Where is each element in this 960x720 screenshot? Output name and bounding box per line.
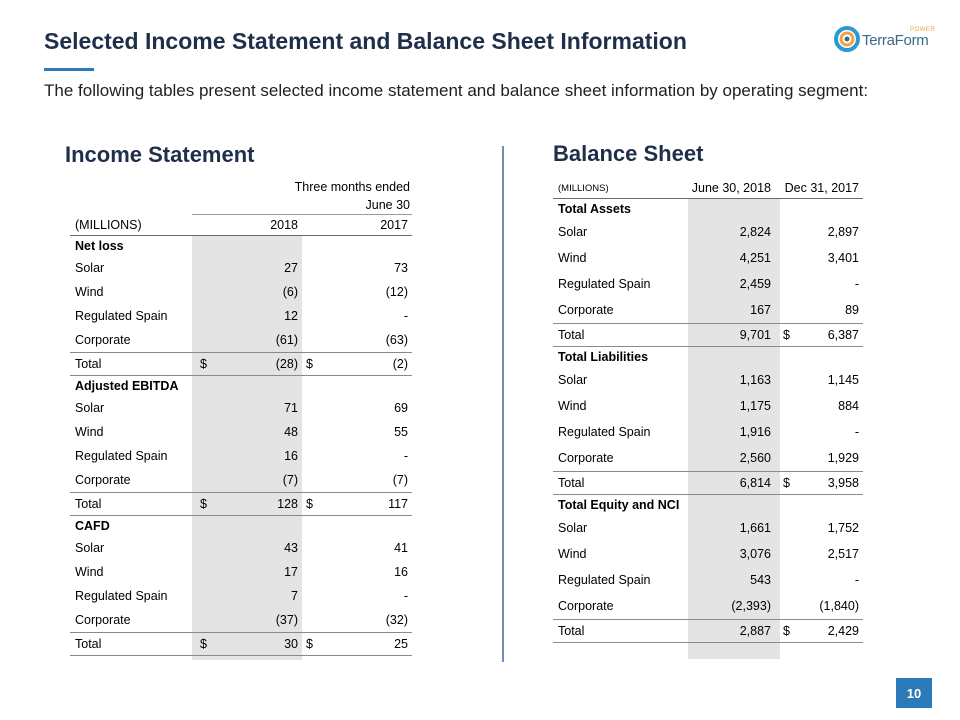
table-row xyxy=(70,584,412,608)
value-dec-2017: 884 xyxy=(838,399,859,413)
table-row xyxy=(553,593,863,619)
total-dec-2017: 6,387 xyxy=(827,328,859,342)
total-2018: (28) xyxy=(275,357,298,371)
logo-swirl-icon xyxy=(834,26,860,52)
row-label: Regulated Spain xyxy=(75,589,168,603)
value-dec-2017: 2,517 xyxy=(827,547,859,561)
col-2018-header: 2018 xyxy=(270,218,298,232)
value-2018: 43 xyxy=(284,541,298,555)
table-row xyxy=(70,536,412,560)
dollar-sign: $ xyxy=(200,357,207,371)
row-label: Regulated Spain xyxy=(558,573,651,587)
value-dec-2017: (1,840) xyxy=(819,599,859,613)
value-dec-2017: - xyxy=(854,277,859,291)
total-label: Total xyxy=(75,637,102,651)
group-name: Total Equity and NCI xyxy=(558,498,680,512)
row-label: Corporate xyxy=(558,303,614,317)
value-2018: 7 xyxy=(291,589,298,603)
total-2017: 25 xyxy=(394,637,408,651)
period-subheader-label: June 30 xyxy=(365,198,410,212)
dollar-sign: $ xyxy=(306,497,313,511)
table-row xyxy=(553,419,863,445)
value-june-2018: 1,661 xyxy=(739,521,771,535)
value-2017: - xyxy=(403,449,408,463)
value-june-2018: 1,163 xyxy=(739,373,771,387)
value-june-2018: 2,560 xyxy=(739,451,771,465)
value-june-2018: 2,824 xyxy=(739,225,771,239)
row-label: Regulated Spain xyxy=(75,449,168,463)
value-dec-2017: 1,929 xyxy=(827,451,859,465)
group-header-row xyxy=(70,516,412,536)
table-row xyxy=(553,541,863,567)
row-label: Regulated Spain xyxy=(558,425,651,439)
page-subtitle: The following tables present selected income statement and balance sheet information by operating segment: xyxy=(44,81,869,100)
value-2017: (12) xyxy=(385,285,408,299)
table-row xyxy=(553,271,863,297)
total-row xyxy=(70,493,412,515)
total-row xyxy=(70,353,412,375)
table-row xyxy=(70,608,412,632)
table-row xyxy=(70,328,412,352)
row-label: Wind xyxy=(558,399,587,413)
row-label: Corporate xyxy=(75,333,131,347)
row-label: Solar xyxy=(558,225,588,239)
value-2018: 27 xyxy=(284,261,298,275)
value-2018: 71 xyxy=(284,401,298,415)
group-header-row xyxy=(553,347,863,367)
value-dec-2017: - xyxy=(854,425,859,439)
row-label: Regulated Spain xyxy=(558,277,651,291)
value-2018: (6) xyxy=(282,285,298,299)
row-label: Wind xyxy=(558,251,587,265)
total-june-2018: 6,814 xyxy=(739,476,771,490)
table-row xyxy=(553,567,863,593)
table-row xyxy=(553,219,863,245)
row-label: Solar xyxy=(75,541,105,555)
dollar-sign: $ xyxy=(306,637,313,651)
row-label: Solar xyxy=(558,373,588,387)
dollar-sign: $ xyxy=(783,624,790,638)
total-dec-2017: 3,958 xyxy=(827,476,859,490)
row-label: Regulated Spain xyxy=(75,309,168,323)
total-june-2018: 2,887 xyxy=(739,624,771,638)
table-row xyxy=(70,396,412,420)
group-name: Total Liabilities xyxy=(558,350,649,364)
row-label: Solar xyxy=(558,521,588,535)
table-row xyxy=(70,280,412,304)
column-header-row xyxy=(553,178,863,198)
dollar-sign: $ xyxy=(306,357,313,371)
value-2017: (32) xyxy=(385,613,408,627)
table-row xyxy=(70,420,412,444)
col-2017-header: 2017 xyxy=(380,218,408,232)
value-2017: (63) xyxy=(385,333,408,347)
value-2017: (7) xyxy=(392,473,408,487)
value-dec-2017: 89 xyxy=(845,303,859,317)
value-june-2018: 3,076 xyxy=(739,547,771,561)
total-row xyxy=(70,633,412,655)
row-label: Solar xyxy=(75,401,105,415)
table-row xyxy=(553,515,863,541)
table-row xyxy=(70,468,412,492)
value-june-2018: 1,175 xyxy=(739,399,771,413)
value-dec-2017: - xyxy=(854,573,859,587)
value-2017: 73 xyxy=(394,261,408,275)
total-row xyxy=(553,324,863,346)
dollar-sign: $ xyxy=(783,476,790,490)
value-dec-2017: 1,145 xyxy=(827,373,859,387)
total-2017: 117 xyxy=(388,497,408,511)
value-june-2018: 167 xyxy=(750,303,771,317)
table-row xyxy=(70,444,412,468)
total-dec-2017: 2,429 xyxy=(827,624,859,638)
value-june-2018: (2,393) xyxy=(731,599,771,613)
value-dec-2017: 2,897 xyxy=(827,225,859,239)
value-2018: 12 xyxy=(284,309,298,323)
value-2017: 16 xyxy=(394,565,408,579)
value-dec-2017: 1,752 xyxy=(827,521,859,535)
section-divider xyxy=(502,146,504,662)
period-subheader-row xyxy=(70,196,412,214)
group-name: CAFD xyxy=(75,519,110,533)
row-label: Wind xyxy=(75,285,104,299)
total-label: Total xyxy=(558,624,585,638)
value-june-2018: 4,251 xyxy=(739,251,771,265)
column-header-row xyxy=(70,215,412,235)
table-row xyxy=(553,445,863,471)
total-2018: 30 xyxy=(284,637,298,651)
table-row xyxy=(553,297,863,323)
total-label: Total xyxy=(558,476,585,490)
units-label: (MILLIONS) xyxy=(558,182,609,194)
value-2017: 69 xyxy=(394,401,408,415)
dollar-sign: $ xyxy=(200,497,207,511)
table-row xyxy=(70,304,412,328)
value-2018: 17 xyxy=(284,565,298,579)
page-title: Selected Income Statement and Balance Sheet Information xyxy=(44,28,687,54)
row-label: Wind xyxy=(75,565,104,579)
value-june-2018: 1,916 xyxy=(739,425,771,439)
value-june-2018: 2,459 xyxy=(739,277,771,291)
value-2018: (37) xyxy=(275,613,298,627)
page-number: 10 xyxy=(896,678,932,708)
group-header-row xyxy=(70,376,412,396)
total-label: Total xyxy=(75,497,102,511)
value-dec-2017: 3,401 xyxy=(827,251,859,265)
period-header-label: Three months ended xyxy=(294,180,410,194)
dollar-sign: $ xyxy=(200,637,207,651)
row-label: Solar xyxy=(75,261,105,275)
group-header-row xyxy=(70,236,412,256)
value-2018: (61) xyxy=(275,333,298,347)
value-2017: - xyxy=(403,309,408,323)
units-label: (MILLIONS) xyxy=(75,218,142,232)
table-row xyxy=(70,560,412,584)
table-row xyxy=(553,245,863,271)
value-2018: (7) xyxy=(282,473,298,487)
value-2017: 55 xyxy=(394,425,408,439)
value-2018: 48 xyxy=(284,425,298,439)
row-label: Wind xyxy=(75,425,104,439)
table-row xyxy=(553,393,863,419)
group-header-row xyxy=(553,199,863,219)
row-label: Corporate xyxy=(558,451,614,465)
value-june-2018: 543 xyxy=(750,573,771,587)
col-june-2018-header: June 30, 2018 xyxy=(691,181,771,195)
row-label: Corporate xyxy=(75,613,131,627)
row-label: Wind xyxy=(558,547,587,561)
row-label: Corporate xyxy=(558,599,614,613)
logo-power-text: POWER xyxy=(910,27,936,33)
total-row xyxy=(553,620,863,642)
total-june-2018: 9,701 xyxy=(739,328,771,342)
total-2018: 128 xyxy=(277,497,298,511)
balance-sheet-title: Balance Sheet xyxy=(553,141,704,166)
value-2018: 16 xyxy=(284,449,298,463)
total-label: Total xyxy=(558,328,585,342)
title-underline xyxy=(44,68,94,71)
period-header-row xyxy=(70,178,412,196)
total-row xyxy=(553,472,863,494)
col-dec-2017-header: Dec 31, 2017 xyxy=(784,181,859,195)
value-2017: 41 xyxy=(394,541,408,555)
total-bottom-rule xyxy=(70,655,412,656)
total-label: Total xyxy=(75,357,102,371)
group-name: Total Assets xyxy=(558,202,631,216)
table-row xyxy=(553,367,863,393)
total-2017: (2) xyxy=(392,357,408,371)
table-row xyxy=(70,256,412,280)
income-statement-title: Income Statement xyxy=(65,142,255,167)
logo-text: TerraForm xyxy=(862,32,929,49)
value-2017: - xyxy=(403,589,408,603)
group-name: Net loss xyxy=(75,239,124,253)
group-name: Adjusted EBITDA xyxy=(75,379,179,393)
total-bottom-rule xyxy=(553,642,863,643)
group-header-row xyxy=(553,495,863,515)
dollar-sign: $ xyxy=(783,328,790,342)
row-label: Corporate xyxy=(75,473,131,487)
terraform-logo xyxy=(834,26,936,54)
